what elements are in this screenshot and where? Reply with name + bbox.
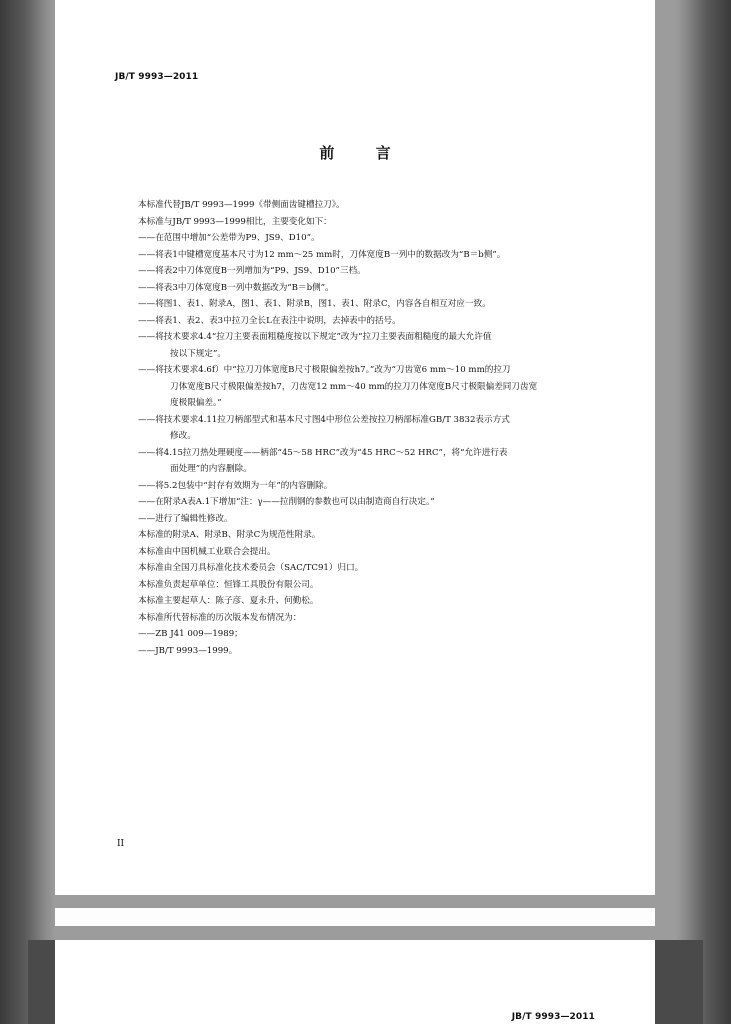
paragraph-continuation: 面处理”的内容删除。 (170, 464, 252, 474)
paragraph-line: 本标准主要起草人：陈子彦、夏永升、何勤松。 (138, 596, 319, 606)
paragraph-line: ——在范围中增加“公差带为P9、JS9、D10”。 (138, 233, 320, 243)
standard-code-header-page-2: JB/T 9993—2011 (511, 1012, 595, 1022)
paragraph-line: ——JB/T 9993—1999。 (138, 645, 238, 656)
paragraph-line: 本标准所代替标准的历次版本发布情况为： (138, 612, 302, 623)
paragraph-line: ——将技术要求4.4“拉刀主要表面粗糙度按以下规定”改为“拉刀主要表面粗糙度的最大允许值 (138, 332, 492, 342)
paragraph-line: ——将表3中刀体宽度B一列中数据改为“B＝b侧”。 (138, 282, 334, 293)
paragraph-continuation: 修改。 (170, 431, 196, 441)
paragraph-line: ——将图1、表1、附录A，图1、表1、附录B，图1、表1、附录C，内容各自相互对应一致。 (138, 299, 491, 309)
document-page-1 (55, 0, 655, 895)
paragraph-line: ——将技术要求4.6f）中“拉刀刀体宽度B尺寸极限偏差按h7。”改为“刀齿宽6 mm～10 mm的拉刀 (138, 365, 511, 375)
paragraph-line: ——ZB J41 009—1989； (138, 629, 243, 639)
paragraph-line: ——进行了编辑性修改。 (138, 513, 233, 524)
paragraph-line: 本标准的附录A、附录B、附录C为规范性附录。 (138, 530, 321, 540)
paragraph-line: 本标准负责起草单位：恒锋工具股份有限公司。 (138, 579, 319, 590)
paragraph-continuation: 按以下规定”。 (170, 348, 226, 359)
standard-code-header: JB/T 9993—2011 (115, 72, 199, 82)
paragraph-continuation: 刀体宽度B尺寸极限偏差按h7，刀齿宽12 mm～40 mm的拉刀刀体宽度B尺寸极限偏差同刀齿宽 (170, 381, 538, 392)
page-edge-strip (55, 908, 655, 926)
paragraph-line: ——将表2中刀体宽度B一列增加为“P9、JS9、D10”三档。 (138, 266, 366, 276)
page-number: II (117, 839, 125, 849)
paragraph-line: ——将表1中键槽宽度基本尺寸为12 mm～25 mm时，刀体宽度B一列中的数据改为“B＝b侧”。 (138, 249, 506, 260)
paragraph-line: ——将4.15拉刀热处理硬度——柄部“45～58 HRC”改为“45 HRC～52 HRC”，将“允许进行表 (138, 447, 508, 458)
foreword-body (138, 197, 618, 659)
paragraph-line: 本标准与JB/T 9993—1999相比，主要变化如下： (138, 216, 332, 227)
page-title: 前 言 (319, 144, 409, 162)
document-page-2 (55, 940, 655, 1024)
paragraph-line: 本标准代替JB/T 9993—1999《带侧面齿键槽拉刀》。 (138, 200, 345, 210)
paragraph-line: ——在附录A表A.1下增加“注：γ——拉削钢的参数也可以由制造商自行决定。” (138, 497, 435, 507)
paragraph-line: ——将技术要求4.11拉刀柄部型式和基本尺寸图4中形位公差按拉刀柄部标准GB/T 3832表示方式 (138, 414, 510, 425)
paragraph-continuation: 度极限偏差。” (170, 398, 222, 408)
paragraph-line: ——将表1、表2、表3中拉刀全长L在表注中说明，去掉表中的括号。 (138, 315, 401, 326)
paragraph-line: 本标准由中国机械工业联合会提出。 (138, 546, 276, 557)
paragraph-line: 本标准由全国刀具标准化技术委员会（SAC/TC91）归口。 (138, 563, 364, 573)
paragraph-line: ——将5.2包装中“封存有效期为一年”的内容删除。 (138, 480, 333, 491)
